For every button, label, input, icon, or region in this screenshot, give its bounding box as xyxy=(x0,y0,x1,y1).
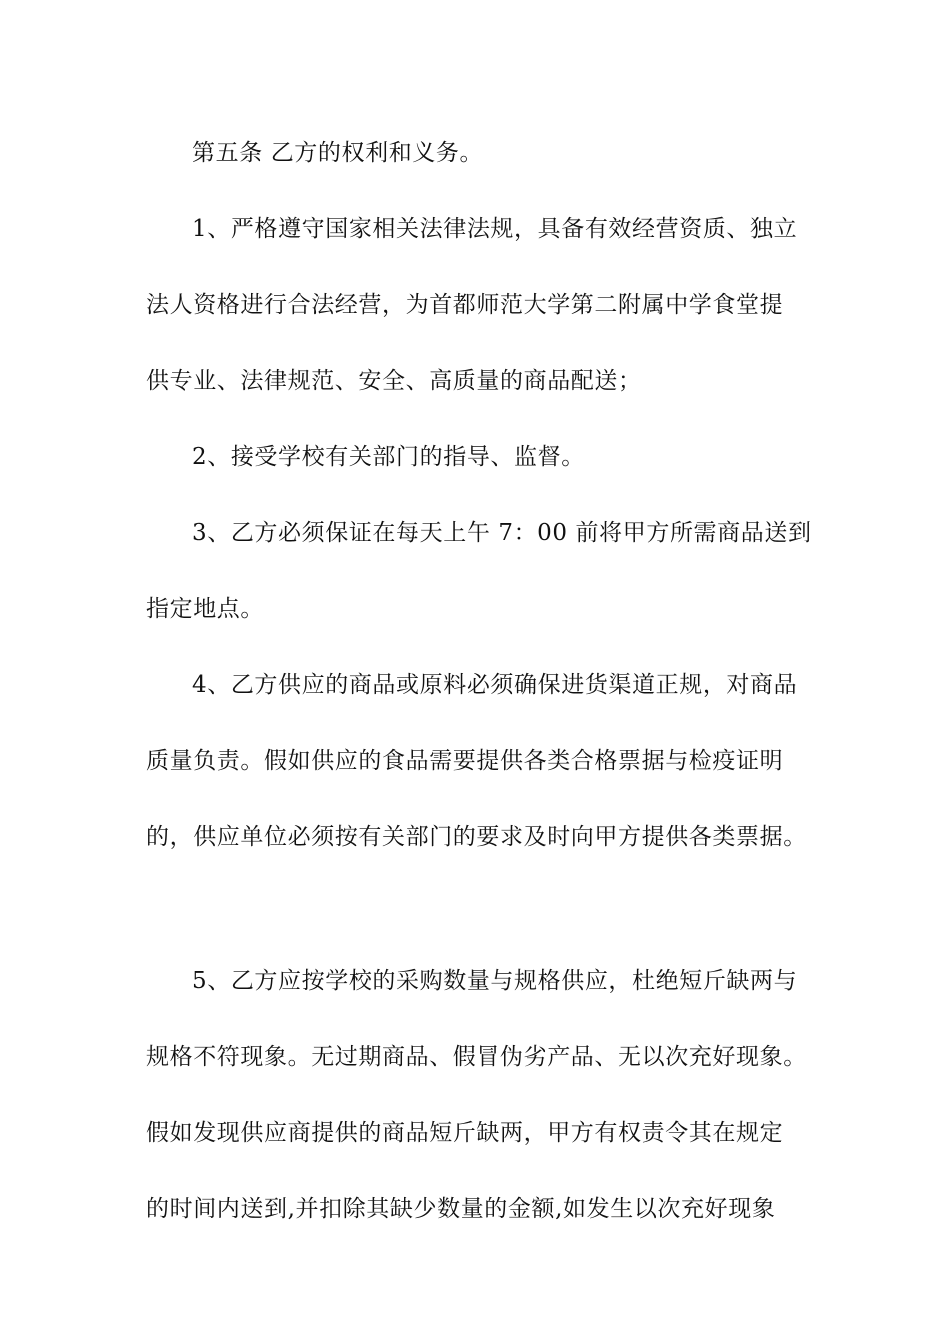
paragraph-line: 5、乙方应按学校的采购数量与规格供应，杜绝短斤缺两与 xyxy=(192,968,798,994)
paragraph-line: 规格不符现象。无过期商品、假冒伪劣产品、无以次充好现象。 xyxy=(146,1044,807,1070)
paragraph-line: 供专业、法律规范、安全、高质量的商品配送； xyxy=(146,368,642,394)
paragraph-line: 3、乙方必须保证在每天上午 7：00 前将甲方所需商品送到 xyxy=(192,520,812,546)
paragraph-line: 假如发现供应商提供的商品短斤缺两，甲方有权责令其在规定 xyxy=(146,1120,784,1146)
paragraph-line: 4、乙方供应的商品或原料必须确保进货渠道正规，对商品 xyxy=(192,672,798,698)
paragraph-line: 的，供应单位必须按有关部门的要求及时向甲方提供各类票据。 xyxy=(146,824,807,850)
paragraph-line: 的时间内送到,并扣除其缺少数量的金额,如发生以次充好现象 xyxy=(146,1196,776,1222)
article-heading: 第五条 乙方的权利和义务。 xyxy=(192,140,484,166)
paragraph-line: 1、严格遵守国家相关法律法规，具备有效经营资质、独立 xyxy=(192,216,798,242)
paragraph-line: 质量负责。假如供应的食品需要提供各类合格票据与检疫证明 xyxy=(146,748,784,774)
paragraph-line: 指定地点。 xyxy=(146,596,264,622)
paragraph-line: 法人资格进行合法经营，为首都师范大学第二附属中学食堂提 xyxy=(146,292,784,318)
paragraph-line: 2、接受学校有关部门的指导、监督。 xyxy=(192,444,585,470)
